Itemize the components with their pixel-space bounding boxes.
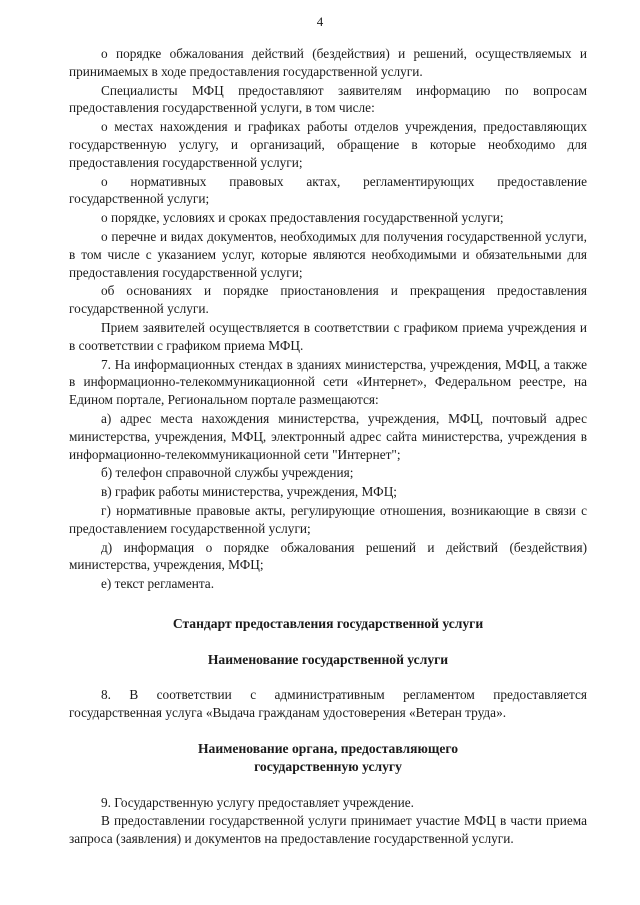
paragraph: о порядке обжалования действий (бездействия) и решений, осуществляемых и принимаемых в ходе предоставления государственной услуги. xyxy=(69,46,587,79)
paragraph: 8. В соответствии с административным регламентом предоставляется государственная услуга «Выдача гражданам удостоверения «Ветеран труда». xyxy=(69,686,587,720)
section-heading-service-name: Наименование государственной услуги xyxy=(207,651,449,667)
paragraph: б) телефон справочной службы учреждения; xyxy=(101,465,354,481)
paragraph: о нормативных правовых актах, регламентирующих предоставление государственной услуги; xyxy=(69,173,587,207)
paragraph: 7. На информационных стендах в зданиях министерства, учреждения, МФЦ, а также в информационно-телекоммуникационной сети «Интернет», Федеральном реестре, на Едином портале, Региональном портале размещаются: xyxy=(69,356,587,408)
paragraph: 9. Государственную услугу предоставляет учреждение. xyxy=(101,794,414,810)
heading-line: государственную услугу xyxy=(254,758,402,774)
paragraph: д) информация о порядке обжалования решений и действий (бездействия) министерства, учреждения, МФЦ; xyxy=(69,539,587,573)
paragraph: Специалисты МФЦ предоставляют заявителям информацию по вопросам предоставления государственной услуги, в том числе: xyxy=(69,82,587,116)
heading-line: Наименование органа, предоставляющего xyxy=(197,740,459,756)
paragraph: г) нормативные правовые акты, регулирующие отношения, возникающие в связи с предоставлением государственной услуги; xyxy=(69,502,587,536)
paragraph: о местах нахождения и графиках работы отделов учреждения, предоставляющих государственную услугу, и организаций, обращение в которые необходимо для предоставления государственной услуги; xyxy=(69,119,587,170)
document-body xyxy=(69,45,587,849)
paragraph: о перечне и видах документов, необходимых для получения государственной услуги, в том числе с указанием услуг, которые являются необходимыми и обязательными для предоставления государственной услуги; xyxy=(69,228,587,280)
section-heading-standard: Стандарт предоставления государственной услуги xyxy=(172,615,484,631)
paragraph: Прием заявителей осуществляется в соответствии с графиком приема учреждения и в соответствии с графиком приема МФЦ. xyxy=(69,319,587,353)
paragraph: а) адрес места нахождения министерства, учреждения, МФЦ, почтовый адрес министерства, учреждения, МФЦ, электронный адрес сайта министерства, учреждения в информационно-телекоммуникационной сети "Интернет"; xyxy=(69,410,587,462)
section-heading-providing-body xyxy=(69,740,587,776)
paragraph: В предоставлении государственной услуги принимает участие МФЦ в части приема запроса (заявления) и документов на предоставление государственной услуги. xyxy=(69,813,587,847)
paragraph: об основаниях и порядке приостановления и прекращения предоставления государственной услуги. xyxy=(69,283,587,317)
page-number: 4 xyxy=(316,14,324,29)
paragraph: е) текст регламента. xyxy=(101,576,215,592)
paragraph: о порядке, условиях и сроках предоставления государственной услуги; xyxy=(101,210,504,226)
paragraph: в) график работы министерства, учреждения, МФЦ; xyxy=(101,484,397,500)
